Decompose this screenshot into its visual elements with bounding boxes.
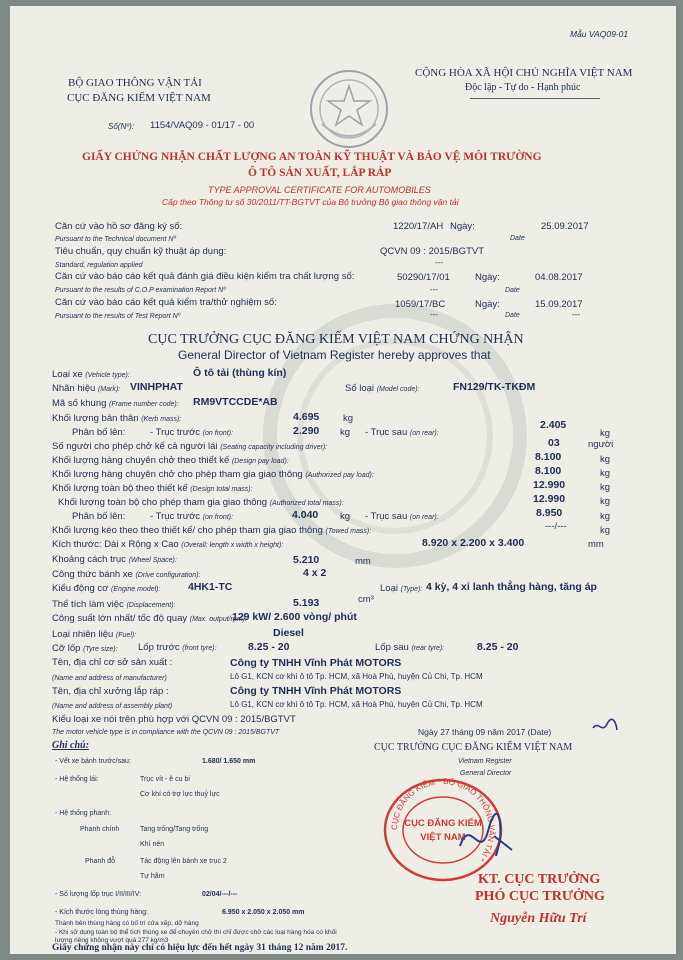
auth-payload-value: 8.100 (535, 465, 562, 477)
auth-total-label: Khối lượng toàn bộ cho phép tham gia giao thông (Authorized total mass): (58, 497, 344, 508)
ref-document-en: Pursuant to the Technical document Nº (55, 236, 176, 243)
model-value: FN129/TK-TKĐM (453, 381, 536, 393)
kerb-unit: kg (343, 413, 354, 424)
director-statement: CỤC TRƯỞNG CỤC ĐĂNG KIỂM VIỆT NAM CHỨNG NHẬN (148, 332, 524, 347)
number-label: Số(Nº): (108, 122, 135, 131)
seating-label: Số người cho phép chở kể cả người lái (Seating capacity including driver): (52, 441, 328, 452)
ref-test-en: Pursuant to the results of Test Report Nº (55, 313, 181, 320)
ref-document-number: 1220/17/AH (393, 221, 444, 232)
rear-axle2-label: - Trục sau (on rear): (365, 511, 439, 522)
park-brake-type: Tác động lên bánh xe trục 2 (140, 858, 227, 865)
tyre-front-value: 8.25 - 20 (248, 641, 290, 653)
main-brake-label: Phanh chính (80, 826, 120, 833)
front-axle-label: - Trục trước (on front): (150, 427, 234, 438)
displacement-value: 5.193 (293, 597, 320, 609)
note-side-door: Thành bên thùng hàng có bố trí cửa xếp, dỡ hàng (55, 920, 199, 927)
dimensions-label: Kích thước: Dài x Rộng x Cao (Overall: length x width x height): (52, 539, 284, 550)
ref-test-date-en: Date (505, 312, 520, 319)
steering-assist: Cơ khí có trợ lực thuỷ lực (140, 791, 220, 798)
displacement-label: Thể tích làm việc (Displacement): (52, 599, 176, 610)
design-total-label: Khối lượng toàn bộ theo thiết kế (Design total mass): (52, 483, 253, 494)
issuance-basis: Cấp theo Thông tư số 30/2011/TT-BGTVT của Bộ trưởng Bộ giao thông vận tải (162, 197, 459, 207)
engine-label: Kiểu động cơ (Engine model): (52, 583, 161, 594)
fuel-label: Loại nhiên liệu (Fuel): (52, 629, 137, 640)
park-brake-label: Phanh đỗ (85, 858, 115, 865)
drive-label: Công thức bánh xe (Drive configuration): (52, 569, 201, 580)
displacement-unit: cm³ (358, 594, 374, 605)
ref-test-date-label: Ngày: (475, 299, 500, 310)
signature-title-en1: Vietnam Register (458, 758, 512, 765)
distribution-label: Phân bố lên: (72, 427, 126, 438)
tyre-front-label: Lốp trước (front tyre): (138, 642, 217, 653)
vehicle-type-label: Loại xe (Vehicle type): (52, 369, 130, 380)
ref-document-date: 25.09.2017 (541, 221, 589, 232)
wheelbase-unit: mm (355, 556, 371, 567)
brake-label: - Hệ thống phanh: (55, 810, 112, 817)
track-value: 1.680/ 1.650 mm (202, 758, 256, 765)
tyre-rear-value: 8.25 - 20 (477, 641, 519, 653)
steering-type: Trục vít - ê cu bi (140, 776, 190, 783)
front-axle2-value: 4.040 (292, 509, 319, 521)
notes-title: Ghi chú: (52, 740, 89, 751)
rear-axle2-value: 8.950 (536, 507, 563, 519)
ref-cop-extra: --- (430, 285, 438, 294)
main-brake-type: Tang trống/Tang trống (140, 826, 209, 833)
national-motto: Độc lập - Tự do - Hạnh phúc (465, 82, 581, 93)
stamp-center-line2: VIỆT NAM (420, 832, 466, 843)
signatory-name: Nguyễn Hữu Trí (490, 911, 587, 926)
main-brake-drive: Khí nén (140, 841, 165, 848)
dimensions-value: 8.920 x 2.200 x 3.400 (422, 537, 525, 549)
handwritten-signature-icon (450, 806, 530, 866)
payload-label: Khối lượng hàng chuyên chở theo thiết kế (Design pay load): (52, 455, 289, 466)
validity-statement: Giấy chứng nhận này chỉ có hiệu lực đến hết ngày 31 tháng 12 năm 2017. (52, 943, 348, 953)
ref-document-label: Căn cứ vào hồ sơ đăng ký số: (55, 221, 183, 232)
auth-payload-label: Khối lượng hàng chuyên chở cho phép tham gia giao thông (Authorized pay load): (52, 469, 374, 480)
ref-cop-number: 50290/17/01 (397, 272, 450, 283)
axle-tyres-label: - Số lượng lốp trục I/II/III/IV: (55, 891, 142, 898)
assembly-address: Lô G1, KCN cơ khí ô tô Tp. HCM, xã Hoà Phú, huyện Củ Chi, Tp. HCM (230, 700, 483, 709)
ref-test-extra: --- (430, 310, 438, 319)
ref-standard-extra: --- (435, 258, 443, 267)
vehicle-type-value: Ô tô tải (thùng kín) (193, 367, 287, 379)
note-density-cont: lượng riêng không vượt quá 277 kg/m3 (55, 937, 169, 944)
initial-mark-icon (590, 718, 620, 736)
kerb-label: Khối lượng bản thân (Kerb mass): (52, 413, 182, 424)
certificate-number: 1154/VAQ09 - 01/17 - 00 (150, 120, 255, 131)
auth-payload-unit: kg (600, 468, 611, 479)
certificate-title-english: TYPE APPROVAL CERTIFICATE FOR AUTOMOBILES (208, 185, 431, 195)
assembly-en: (Name and address of assembly plant) (52, 703, 173, 710)
front-axle-value: 2.290 (293, 425, 320, 437)
drive-value: 4 x 2 (303, 567, 327, 579)
ref-cop-date-label: Ngày: (475, 272, 500, 283)
cargo-box-label: - Kích thước lòng thùng hàng: (55, 909, 148, 916)
frame-label: Mã số khung (Frame number code): (52, 398, 179, 409)
axle-tyres-value: 02/04/---/--- (202, 891, 238, 898)
seating-value: 03 (548, 437, 560, 449)
steering-label: - Hệ thống lái: (55, 776, 99, 783)
rear-axle-unit: kg (600, 428, 611, 439)
distribution2-label: Phân bố lên: (72, 511, 126, 522)
note-density: - Khi sử dụng toàn bộ thể tích thùng xe để chuyên chở thì chỉ được chở các loại hàng hóa có khối (55, 929, 337, 936)
manufacturer-name: Công ty TNHH Vĩnh Phát MOTORS (230, 657, 402, 669)
form-code: Mẫu VAQ09-01 (570, 29, 629, 39)
stamp-center-line1: CỤC ĐĂNG KIỂM (404, 818, 482, 829)
cargo-box-value: 6.950 x 2.050 x 2.050 mm (222, 909, 305, 916)
front-axle2-label: - Trục trước (on front): (150, 511, 234, 522)
ministry-name: BỘ GIAO THÔNG VẬN TẢI (68, 77, 202, 89)
wheelbase-value: 5.210 (293, 554, 320, 566)
rear-axle-label: - Trục sau (on rear): (365, 427, 439, 438)
payload-unit: kg (600, 454, 611, 465)
certificate-subtitle: Ô TÔ SẢN XUẤT, LẮP RÁP (248, 167, 392, 179)
design-total-value: 12.990 (533, 479, 566, 491)
ref-test-date: 15.09.2017 (535, 299, 583, 310)
auth-total-value: 12.990 (533, 493, 566, 505)
power-label: Công suất lớn nhất/ tốc độ quay (Max. output/rpm): (52, 613, 247, 624)
towed-label: Khối lượng kéo theo theo thiết kế/ cho phép tham gia giao thông (Towed mass): (52, 525, 372, 536)
ref-document-date-en: Date (510, 235, 525, 242)
design-total-unit: kg (600, 482, 611, 493)
power-value: 129 kW/ 2.600 vòng/ phút (232, 611, 357, 623)
wheelbase-label: Khoảng cách trục (Wheel Space): (52, 554, 177, 565)
manufacturer-address: Lô G1, KCN cơ khí ô tô Tp. HCM, xã Hoà Phú, huyện Củ Chi, Tp. HCM (230, 672, 483, 681)
auth-total-unit: kg (600, 496, 611, 507)
dimensions-unit: mm (588, 539, 604, 550)
tyre-rear-label: Lốp sau (rear tyre): (375, 642, 445, 653)
signature-kt: KT. CỤC TRƯỞNG (478, 872, 601, 887)
ref-cop-date: 04.08.2017 (535, 272, 583, 283)
ref-document-date-label: Ngày: (450, 221, 475, 232)
ref-cop-date-en: Date (505, 287, 520, 294)
engine-value: 4HK1-TC (188, 581, 233, 593)
track-label: - Vết xe bánh trước/sau: (55, 758, 131, 765)
ref-cop-en: Pursuant to the results of C.O.P examination Report Nº (55, 287, 226, 294)
payload-value: 8.100 (535, 451, 562, 463)
compliance-statement: Kiểu loại xe nói trên phù hợp với QCVN 09 : 2015/BGTVT (52, 714, 296, 725)
seating-unit: người (588, 439, 614, 450)
certificate-page (10, 6, 676, 954)
manufacturer-label: Tên, địa chỉ cơ sở sản xuất : (52, 657, 173, 668)
assembly-label: Tên, địa chỉ xưởng lắp ráp : (52, 686, 169, 697)
towed-unit: kg (600, 525, 611, 536)
assembly-name: Công ty TNHH Vĩnh Phát MOTORS (230, 685, 402, 697)
front-axle2-unit: kg (340, 511, 351, 522)
agency-name: CỤC ĐĂNG KIỂM VIỆT NAM (67, 92, 211, 104)
fuel-value: Diesel (273, 627, 304, 639)
rear-axle-value: 2.405 (540, 419, 567, 431)
rear-axle2-unit: kg (600, 511, 611, 522)
towed-value: ---/--- (545, 521, 567, 532)
director-statement-en: General Director of Vietnam Register hereby approves that (178, 348, 491, 362)
frame-value: RM9VTCCDE*AB (193, 396, 278, 408)
signature-title-en2: General Director (460, 770, 512, 777)
ref-cop-label: Căn cứ vào báo cáo kết quả đánh giá điều kiện kiểm tra chất lượng số: (55, 271, 355, 282)
ref-test-label: Căn cứ vào báo cáo kết quả kiểm tra/thử nghiệm số: (55, 297, 277, 308)
certificate-title: GIẤY CHỨNG NHẬN CHẤT LƯỢNG AN TOÀN KỸ THUẬT VÀ BẢO VỆ MÔI TRƯỜNG (82, 151, 542, 163)
compliance-statement-en: The motor vehicle type is in compliance with the QCVN 09 : 2015/BGTVT (52, 729, 280, 736)
national-emblem-icon (308, 68, 390, 150)
signature-title: CỤC TRƯỞNG CỤC ĐĂNG KIỂM VIỆT NAM (374, 742, 573, 753)
manufacturer-en: (Name and address of manufacturer) (52, 675, 167, 682)
stamp-ring-text: CỤC ĐĂNG KIỂM * BỘ GIAO THÔNG VẬN TẢI * (389, 776, 497, 864)
mark-value: VINHPHAT (130, 381, 183, 393)
signature-deputy: PHÓ CỤC TRƯỞNG (475, 889, 605, 904)
model-label: Số loại (Model code): (345, 383, 420, 394)
tyre-label: Cỡ lốp (Tyre size): (52, 643, 118, 654)
engine-type-label: Loại (Type): (380, 583, 423, 594)
ref-test-extra2: --- (572, 310, 580, 319)
ref-standard-value: QCVN 09 : 2015/BGTVT (380, 246, 485, 257)
front-axle-unit: kg (340, 427, 351, 438)
engine-type-value: 4 kỳ, 4 xi lanh thẳng hàng, tăng áp (426, 581, 597, 593)
mark-label: Nhãn hiệu (Mark): (52, 383, 121, 394)
ref-standard-en: Standard, regulation applied (55, 262, 143, 269)
signature-date: Ngày 27 tháng 09 năm 2017 (Date) (418, 727, 552, 737)
ref-standard-label: Tiêu chuẩn, quy chuẩn kỹ thuật áp dụng: (55, 246, 227, 257)
park-brake-drive: Tự hãm (140, 873, 165, 880)
ref-test-number: 1059/17/BC (395, 299, 446, 310)
republic-name: CỘNG HÒA XÃ HỘI CHỦ NGHĨA VIỆT NAM (415, 67, 633, 79)
kerb-value: 4.695 (293, 411, 320, 423)
